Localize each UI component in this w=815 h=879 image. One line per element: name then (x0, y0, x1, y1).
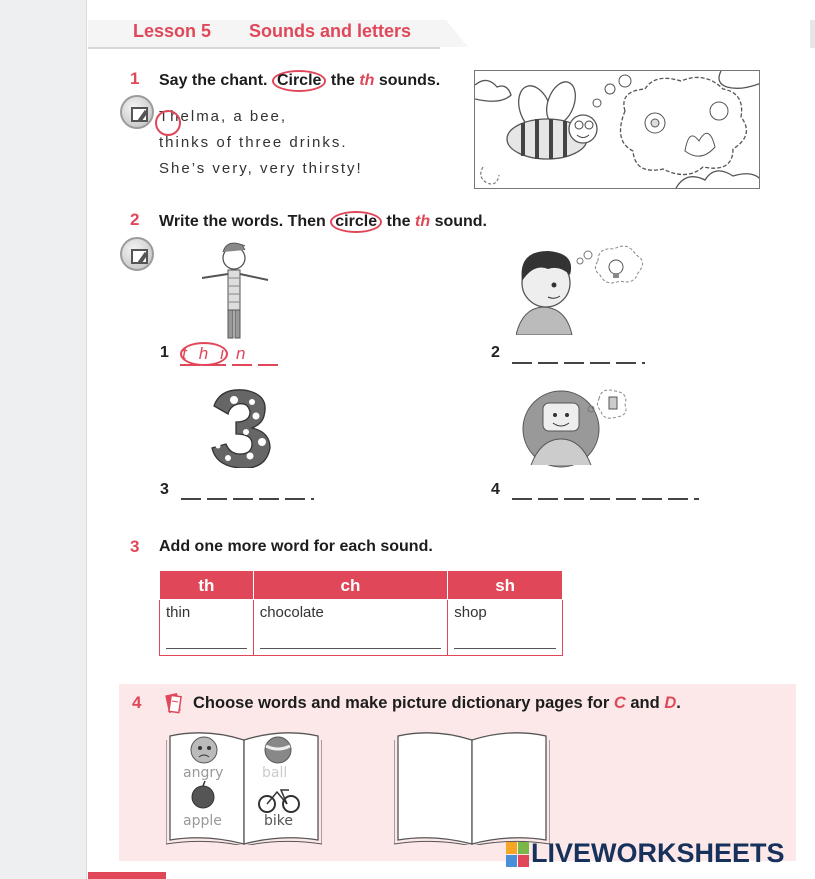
exercise-3-number: 3 (130, 537, 140, 556)
left-gutter (0, 0, 87, 879)
exercise-4-number: 4 (132, 693, 142, 712)
worksheet-page (88, 0, 810, 879)
exercise-1-instruction: Say the chant. Circle the th sounds. (159, 70, 440, 92)
blank-line[interactable] (454, 648, 556, 649)
thinking-boy-picture (516, 243, 646, 335)
right-edge (810, 20, 815, 48)
liveworksheets-logo-icon (506, 842, 528, 866)
pencil-icon[interactable] (120, 95, 154, 129)
tv-character-picture (521, 385, 631, 469)
book-word-apple: apple (183, 813, 222, 829)
exercise-2-number: 2 (130, 210, 140, 229)
brand-name: LIVEWORKSHEETS (531, 838, 785, 868)
item-2-answer-line[interactable] (512, 362, 645, 364)
chant-text: Thelma, a bee, thinks of three drinks. She’s very, very thirsty! (159, 108, 363, 177)
table-header-th: th (160, 572, 254, 600)
item-3-label: 3 (160, 481, 169, 498)
empty-dictionary-book[interactable] (394, 730, 550, 845)
item-1-answer-line (180, 364, 284, 366)
bee-illustration (474, 70, 760, 189)
circle-word: circle (330, 211, 382, 233)
table-header-ch: ch (253, 572, 448, 600)
exercise-4-instruction: Choose words and make picture dictionary pages for C and D. (193, 694, 681, 712)
item-1-answer[interactable]: thin (182, 344, 258, 363)
pencil-icon[interactable] (120, 237, 154, 271)
sounds-table (159, 571, 563, 656)
blank-line[interactable] (166, 648, 247, 649)
chant-circled-letter[interactable]: T (159, 108, 171, 125)
book-word-bike: bike (264, 813, 293, 829)
book-word-ball: ball (262, 765, 288, 781)
example-dictionary-book (166, 730, 322, 845)
page-footer-tab (88, 872, 166, 879)
lesson-number: Lesson 5 (133, 21, 212, 41)
table-cell-th[interactable]: thin (160, 600, 254, 656)
thin-boy-picture (196, 240, 276, 340)
liveworksheets-brand (506, 838, 785, 869)
item-2-label: 2 (491, 344, 500, 361)
table-header-sh: sh (448, 572, 563, 600)
book-word-angry: angry (183, 765, 224, 781)
table-cell-sh[interactable]: shop (448, 600, 563, 656)
exercise-3-instruction: Add one more word for each sound. (159, 538, 433, 555)
item-4-answer-line[interactable] (512, 498, 699, 500)
header-underline (88, 47, 440, 49)
circle-word: Circle (272, 70, 326, 92)
blank-line[interactable] (260, 648, 442, 649)
exercise-1-number: 1 (130, 69, 140, 88)
number-three-picture (206, 388, 278, 468)
dictionary-icon (164, 690, 184, 716)
exercise-2-instruction: Write the words. Then circle the th sound. (159, 211, 487, 233)
item-4-label: 4 (491, 481, 500, 498)
item-3-answer-line[interactable] (181, 498, 314, 500)
item-1-label: 1 (160, 344, 169, 361)
table-cell-ch[interactable]: chocolate (253, 600, 448, 656)
lesson-title: Sounds and letters (249, 21, 412, 41)
